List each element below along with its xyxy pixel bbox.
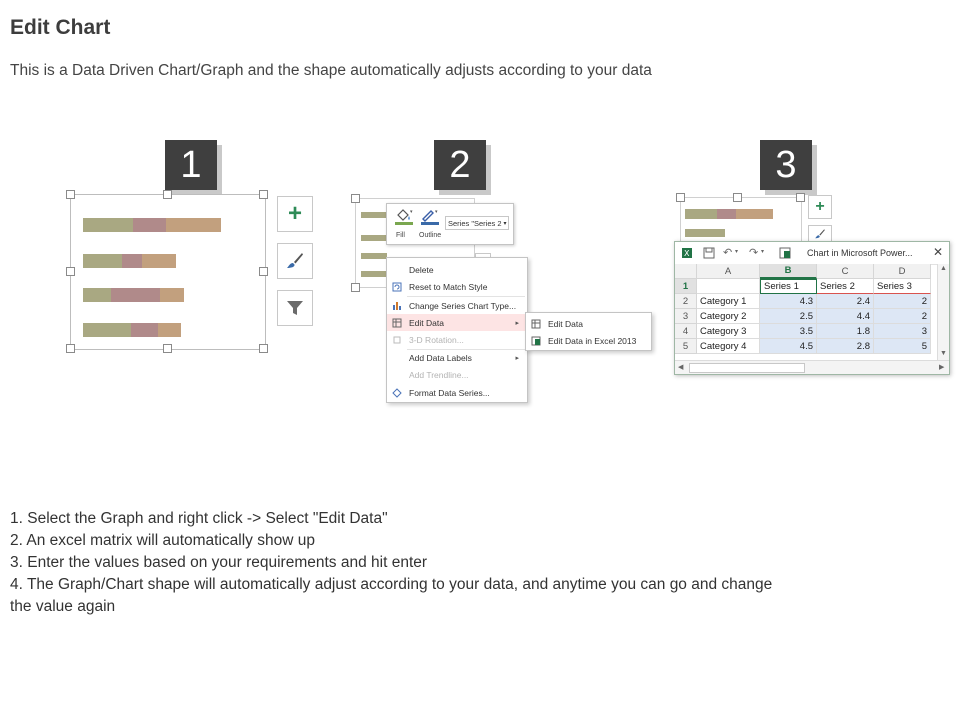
menu-item-format-data-series[interactable] — [387, 384, 527, 401]
menu-item-label: Change Series Chart Type... — [409, 300, 517, 311]
svg-text:X: X — [684, 249, 690, 258]
table-cell[interactable]: 4.4 — [817, 309, 874, 324]
table-cell[interactable]: 2 — [874, 309, 931, 324]
chart-elements-button[interactable] — [277, 196, 313, 232]
table-cell[interactable]: 1.8 — [817, 324, 874, 339]
outline-button[interactable] — [419, 208, 445, 240]
step-badge-3: 3 — [760, 140, 812, 190]
scroll-down-icon[interactable]: ▼ — [940, 350, 947, 357]
table-cell-selected[interactable]: Series 1 — [760, 279, 817, 294]
chart-bar[interactable] — [83, 323, 181, 337]
instruction-1: 1. Select the Graph and right click -> Select "Edit Data" — [10, 510, 388, 527]
brush-icon — [814, 228, 826, 240]
edit-data-icon — [392, 318, 402, 328]
row-header[interactable]: 3 — [675, 309, 697, 324]
edit-data-icon — [531, 319, 541, 329]
table-cell[interactable]: Series 2 — [817, 279, 874, 294]
close-icon[interactable]: ✕ — [933, 245, 944, 259]
bar-segment-tan[interactable] — [160, 288, 184, 302]
redo-icon[interactable]: ↷ — [749, 247, 759, 259]
bar-segment-tan[interactable] — [166, 218, 221, 232]
series-select-value: Series "Series 2 — [448, 218, 502, 228]
instruction-4: 4. The Graph/Chart shape will automatically adjust according to your data, and anytime you can go and change — [10, 576, 773, 593]
spreadsheet-grid[interactable] — [675, 264, 937, 360]
table-cell[interactable]: 2 — [874, 294, 931, 309]
menu-item-reset-style[interactable] — [387, 278, 527, 295]
step-badge-1: 1 — [165, 140, 217, 190]
svg-text:▾: ▾ — [435, 209, 438, 215]
fill-bucket-icon — [393, 208, 415, 226]
chart-bar[interactable] — [361, 253, 387, 259]
vertical-scrollbar[interactable] — [937, 264, 949, 360]
resize-handle[interactable] — [259, 190, 268, 199]
resize-handle[interactable] — [733, 193, 742, 202]
row-header[interactable]: 2 — [675, 294, 697, 309]
scroll-right-icon[interactable]: ▶ — [939, 364, 945, 371]
table-cell[interactable]: Series 3 — [874, 279, 931, 294]
scroll-thumb[interactable] — [689, 363, 805, 373]
menu-item-label: Format Data Series... — [409, 387, 490, 398]
bar-segment-tan[interactable] — [158, 323, 181, 337]
fill-button[interactable] — [393, 208, 417, 240]
table-cell[interactable]: 3.5 — [760, 324, 817, 339]
menu-item-label: Edit Data — [548, 318, 583, 329]
page-title: Edit Chart — [10, 16, 111, 39]
format-icon — [392, 388, 402, 398]
chevron-down-icon: ▾ — [503, 220, 507, 227]
outline-label: Outline — [419, 232, 442, 239]
rotation-icon — [392, 335, 402, 345]
excel-app-icon — [681, 247, 693, 259]
chart-bar[interactable] — [361, 212, 387, 218]
menu-item-label: Edit Data in Excel 2013 — [548, 335, 637, 346]
chart-bar[interactable] — [685, 229, 725, 237]
excel-window — [674, 241, 950, 375]
bar-segment-tan[interactable] — [142, 254, 176, 268]
resize-handle[interactable] — [351, 194, 360, 203]
undo-icon[interactable]: ↶ — [723, 247, 733, 259]
submenu-item-edit-in-excel[interactable] — [526, 332, 651, 349]
selected-chart[interactable] — [680, 197, 802, 245]
table-cell[interactable]: Category 4 — [697, 339, 760, 354]
table-cell[interactable]: Category 1 — [697, 294, 760, 309]
delete-icon — [392, 265, 402, 275]
resize-handle[interactable] — [676, 193, 685, 202]
column-header[interactable]: A — [697, 264, 760, 279]
horizontal-scrollbar[interactable] — [675, 360, 949, 374]
resize-handle[interactable] — [796, 193, 805, 202]
scroll-up-icon[interactable]: ▲ — [940, 265, 947, 272]
resize-handle[interactable] — [163, 190, 172, 199]
instruction-2: 2. An excel matrix will automatically show up — [10, 532, 315, 549]
bar-segment-olive[interactable] — [83, 323, 131, 337]
column-header[interactable]: B — [760, 264, 817, 279]
column-header[interactable]: D — [874, 264, 931, 279]
row-header[interactable]: 1 — [675, 279, 697, 294]
menu-item-add-trendline[interactable] — [387, 366, 527, 383]
edit-data-submenu — [525, 312, 652, 351]
chart-bar[interactable] — [685, 209, 773, 219]
chart-bar[interactable] — [361, 271, 387, 277]
menu-item-label: Edit Data — [409, 317, 444, 328]
resize-handle[interactable] — [66, 190, 75, 199]
menu-item-label: Add Data Labels — [409, 352, 472, 363]
resize-handle[interactable] — [163, 344, 172, 353]
chevron-right-icon: ▸ — [515, 319, 519, 327]
select-all-corner[interactable] — [675, 264, 697, 279]
scroll-left-icon[interactable]: ◀ — [678, 364, 684, 371]
resize-handle[interactable] — [259, 344, 268, 353]
menu-item-edit-data[interactable] — [387, 314, 527, 331]
excel-window-title: Chart in Microsoft Power... — [807, 248, 913, 258]
chart-filters-button[interactable] — [277, 290, 313, 326]
brush-icon — [285, 251, 305, 271]
resize-handle[interactable] — [351, 283, 360, 292]
menu-item-label: Delete — [409, 264, 434, 275]
menu-item-delete[interactable] — [387, 261, 527, 278]
chart-bar[interactable] — [361, 235, 387, 241]
resize-handle[interactable] — [66, 344, 75, 353]
plus-icon: + — [815, 198, 825, 215]
row-header[interactable]: 5 — [675, 339, 697, 354]
edit-in-excel-icon[interactable] — [779, 247, 791, 259]
step-badge-2: 2 — [434, 140, 486, 190]
table-cell[interactable]: 2.8 — [817, 339, 874, 354]
table-cell[interactable]: 3 — [874, 324, 931, 339]
table-cell[interactable]: 5 — [874, 339, 931, 354]
page-subtitle: This is a Data Driven Chart/Graph and the shape automatically adjusts according to your data — [10, 62, 652, 79]
bar-segment-olive[interactable] — [83, 254, 122, 268]
bar-segment-olive[interactable] — [83, 218, 133, 232]
table-cell[interactable]: Category 2 — [697, 309, 760, 324]
bar-segment-mauve[interactable] — [133, 218, 166, 232]
filter-icon — [285, 298, 305, 318]
resize-handle[interactable] — [66, 267, 75, 276]
instruction-3: 3. Enter the values based on your requirements and hit enter — [10, 554, 428, 571]
table-cell[interactable]: 4.5 — [760, 339, 817, 354]
bar-segment-mauve[interactable] — [111, 288, 159, 302]
chart-bar[interactable] — [83, 254, 176, 268]
outline-pen-icon — [419, 208, 441, 226]
chart-bar[interactable] — [83, 218, 221, 232]
chevron-down-icon[interactable]: ▾ — [735, 249, 739, 255]
menu-item-change-chart-type[interactable] — [387, 297, 527, 314]
mini-toolbar — [386, 203, 514, 245]
svg-text:▾: ▾ — [410, 209, 413, 215]
instruction-4-continued: the value again — [10, 598, 116, 615]
chart-type-icon — [392, 301, 402, 311]
chevron-down-icon[interactable]: ▾ — [761, 249, 765, 255]
chart-bar[interactable] — [83, 288, 184, 302]
row-header[interactable]: 4 — [675, 324, 697, 339]
table-cell[interactable] — [697, 279, 760, 294]
menu-item-add-data-labels[interactable] — [387, 349, 527, 366]
table-cell[interactable]: Category 3 — [697, 324, 760, 339]
menu-item-label: Add Trendline... — [409, 369, 469, 380]
reset-icon — [392, 282, 402, 292]
chart-elements-button[interactable] — [808, 195, 832, 219]
bar-segment-mauve[interactable] — [131, 323, 158, 337]
table-cell[interactable]: 4.3 — [760, 294, 817, 309]
bar-segment-olive[interactable] — [83, 288, 111, 302]
table-cell[interactable]: 2.5 — [760, 309, 817, 324]
bar-segment-mauve[interactable] — [122, 254, 142, 268]
excel-icon — [531, 336, 541, 346]
menu-item-label: 3-D Rotation... — [409, 334, 464, 345]
chart-styles-button[interactable] — [277, 243, 313, 279]
menu-item-3d-rotation[interactable] — [387, 331, 527, 348]
submenu-item-edit-data[interactable] — [526, 315, 651, 332]
series-select[interactable] — [445, 216, 509, 230]
table-cell[interactable]: 2.4 — [817, 294, 874, 309]
resize-handle[interactable] — [259, 267, 268, 276]
column-header[interactable]: C — [817, 264, 874, 279]
fill-label: Fill — [396, 232, 405, 239]
save-icon[interactable] — [703, 247, 715, 259]
excel-titlebar — [675, 242, 949, 265]
menu-item-label: Reset to Match Style — [409, 281, 488, 292]
context-menu — [386, 257, 528, 403]
chevron-right-icon: ▸ — [515, 354, 519, 362]
plus-icon: + — [287, 200, 302, 227]
